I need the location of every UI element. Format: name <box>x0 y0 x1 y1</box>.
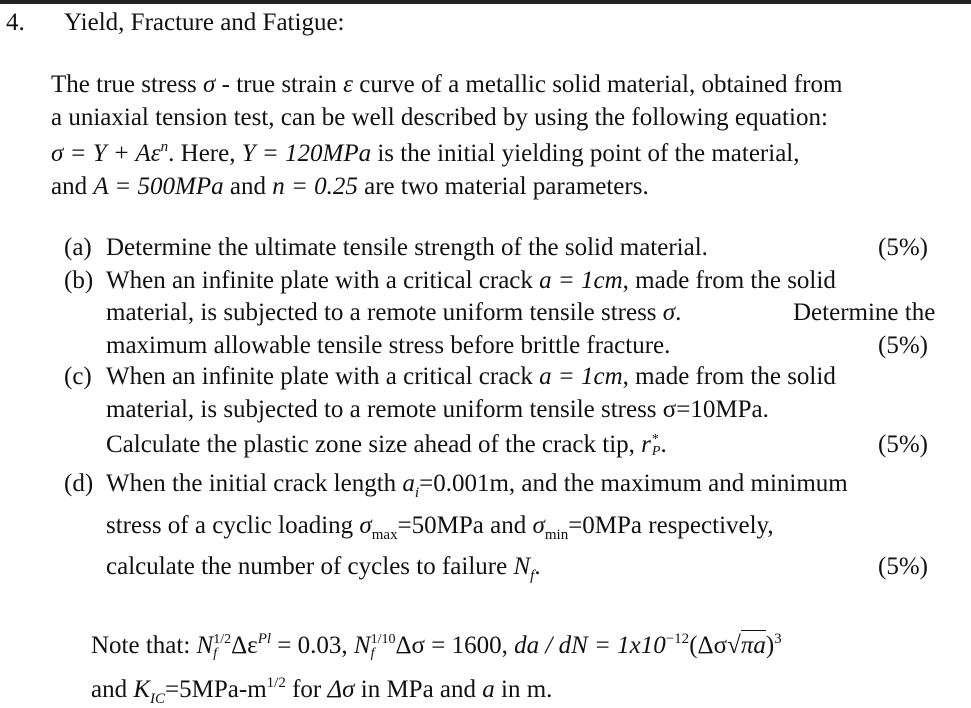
question-title: Yield, Fracture and Fatigue: <box>64 9 345 36</box>
part-d-line-3: calculate the number of cycles to failure $N_f$. <box>106 553 541 584</box>
intro-line-1: The true stress σ - true strain ε curve of a metallic solid material, obtained from <box>51 71 843 98</box>
part-a-text: Determine the ultimate tensile strength of the solid material. <box>106 234 708 261</box>
part-d-label: (d) <box>64 470 94 497</box>
note-line-2: and $K_{IC}=5MPa-m^{1/2}$ for Δσ in MPa and a in m. <box>91 675 553 707</box>
constitutive-equation: σ = Y + Aε <box>51 140 161 167</box>
part-b-line-1: When an infinite plate with a critical crack a = 1cm, made from the solid <box>106 267 836 294</box>
part-c-line-2: material, is subjected to a remote uniform tensile stress σ=10MPa. <box>106 396 769 423</box>
part-b-line-3: maximum allowable tensile stress before brittle fracture. <box>106 332 671 359</box>
part-a-marks: (5%) <box>878 234 928 261</box>
part-d-marks: (5%) <box>878 553 928 580</box>
part-b-determine: Determine the <box>793 299 936 326</box>
intro-line-3: $\sigma = Y + A\varepsilon^n$. Here, Y = 120MPa is the initial yielding point of the material, <box>51 139 800 167</box>
part-a-label: (a) <box>64 234 92 261</box>
note-line-1: Note that: N 1/2 f $\Delta\varepsilon^{Pl} = 0.03$, N 1/10 f Δσ = 1600, da / dN = $1x10^{-12}(\Delta\sigma√\pi a)^3$ <box>91 631 782 662</box>
intro-line-4: and A = 500MPa and n = 0.25 are two material parameters. <box>51 173 649 200</box>
part-c-line-1: When an infinite plate with a critical crack a = 1cm, made from the solid <box>106 363 836 390</box>
part-c-line-3: Calculate the plastic zone size ahead of the crack tip, r * P . <box>106 431 667 460</box>
part-b-label: (b) <box>64 267 94 294</box>
part-b-line-2: material, is subjected to a remote uniform tensile stress σ. <box>106 299 682 326</box>
part-c-label: (c) <box>64 363 92 390</box>
top-border <box>0 0 971 4</box>
intro-line-2: a uniaxial tension test, can be well described by using the following equation: <box>51 104 828 131</box>
part-d-line-2: stress of a cyclic loading $\sigma_{max}=50MPa$ and $\sigma_{min}=0MPa$ respectively, <box>106 512 774 543</box>
yield-value: Y = 120MPa <box>241 140 372 167</box>
question-number: 4. <box>6 9 25 36</box>
part-d-line-1: When the initial crack length $a_i=0.001m$, and the maximum and minimum <box>106 470 848 501</box>
part-c-marks: (5%) <box>878 431 928 458</box>
part-b-marks: (5%) <box>878 332 928 359</box>
